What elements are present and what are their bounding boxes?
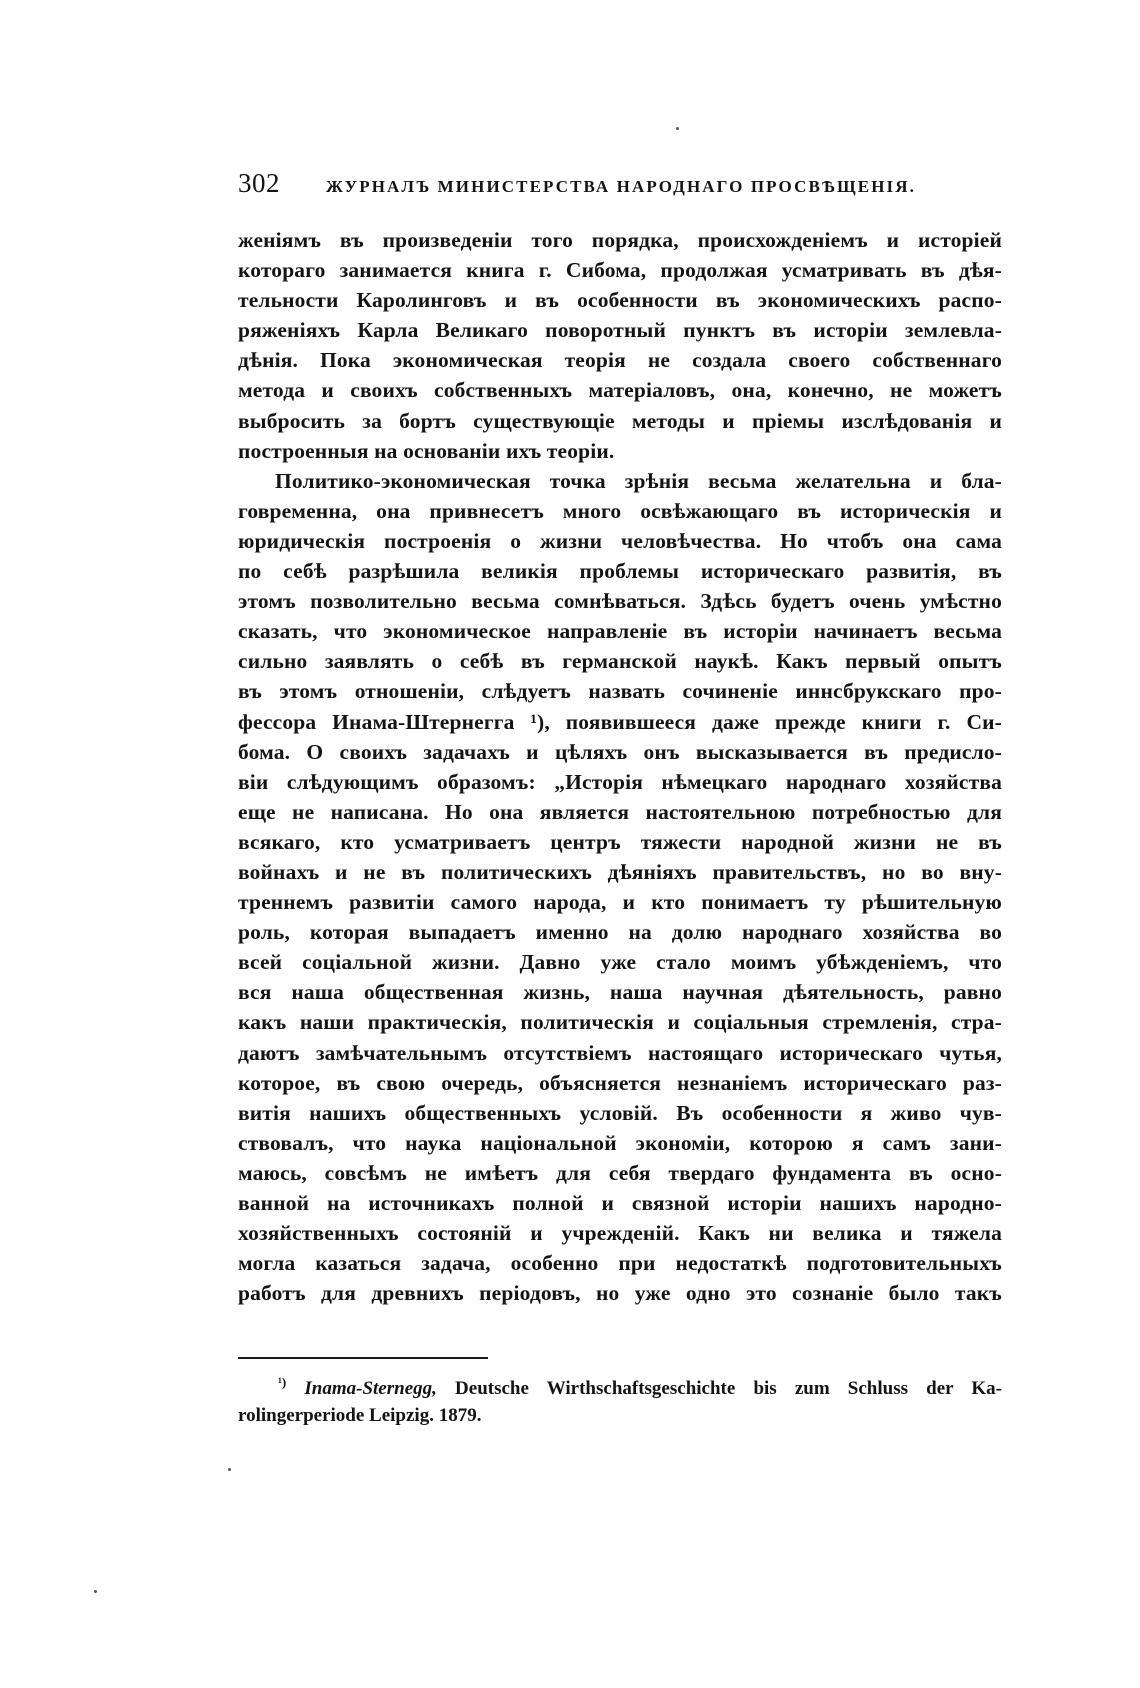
text-line: витія нашихъ общественныхъ условій. Въ особенности я живо чув- — [238, 1100, 1002, 1125]
journal-title: ЖУРНАЛЪ МИНИСТЕРСТВА НАРОДНАГО ПРОСВѢЩЕНІЯ. — [326, 177, 916, 196]
footnote-title: Deutsche Wirthschaftsgeschichte bis zum Schluss der Ka- — [455, 1378, 1003, 1399]
text-line: маюсь, совсѣмъ не имѣетъ для себя твердаго фундамента въ осно- — [238, 1160, 1002, 1185]
text-line: построенныя на основаніи ихъ теоріи. — [238, 438, 615, 463]
text-line: вся наша общественная жизнь, наша научная дѣятельность, равно — [238, 980, 1002, 1005]
text-line: сказать, что экономическое направленіе въ исторіи начинаетъ весьма — [238, 619, 1002, 644]
page-number: 302 — [238, 168, 280, 198]
text-line: всякаго, кто усматриваетъ центръ тяжести народной жизни не въ — [238, 829, 1002, 854]
paragraph-1 — [238, 225, 1002, 466]
scan-speck — [228, 1468, 231, 1471]
running-head — [238, 168, 1003, 208]
text-line: тельности Каролинговъ и въ особенности въ экономическихъ распо- — [238, 288, 1002, 313]
text-line: войнахъ и не въ политическихъ дѣяніяхъ правительствъ, но во вну- — [238, 859, 1002, 884]
text-line: Политико-экономическая точка зрѣнія весьма желательна и бла- — [275, 468, 1002, 493]
text-line: этомъ позволительно весьма сомнѣваться. Здѣсь будетъ очень умѣстно — [238, 589, 1002, 614]
text-line: ряженіяхъ Карла Великаго поворотный пунктъ въ исторіи землевла- — [238, 318, 1002, 343]
footnote-author: Inama-Sternegg, — [304, 1378, 437, 1399]
paragraph-2 — [238, 466, 1002, 1309]
text-line: ванной на источникахъ полной и связной исторіи нашихъ народно- — [238, 1191, 1002, 1215]
scan-speck — [94, 1590, 97, 1593]
text-line: треннемъ развитіи самого народа, и кто понимаетъ ту рѣшительную — [238, 890, 1002, 915]
text-line: юридическія построенія о жизни человѣчества. Но чтобъ она сама — [238, 528, 1002, 553]
text-line: могла казаться задача, особенно при недостаткѣ подготовительныхъ — [238, 1251, 1002, 1276]
footnote-marker: ¹) — [278, 1374, 287, 1390]
text-line: метода и своихъ собственныхъ матеріаловъ, она, конечно, не можетъ — [238, 378, 1002, 403]
text-line: женіямъ въ произведеніи того порядка, происхожденіемъ и исторіей — [238, 228, 1002, 252]
footnote-line — [238, 1375, 1002, 1402]
text-line: дѣнія. Пока экономическая теорія не создала своего собственнаго — [238, 348, 1002, 373]
text-line: по себѣ разрѣшила великія проблемы историческаго развитія, въ — [238, 559, 1002, 584]
text-line: бома. О своихъ задачахъ и цѣляхъ онъ высказывается въ предисло- — [238, 739, 1002, 764]
text-line: всей соціальной жизни. Давно уже стало моимъ убѣжденіемъ, что — [238, 950, 1002, 975]
text-line: котораго занимается книга г. Сибома, продолжая усматривать въ дѣя- — [238, 258, 1002, 283]
footnote-line: rolingerperiode Leipzig. 1879. — [238, 1405, 482, 1426]
text-line: даютъ замѣчательнымъ отсутствіемъ настоящаго историческаго чутья, — [238, 1040, 1002, 1065]
footnote — [238, 1375, 1002, 1429]
text-line: ствовалъ, что наука національной экономіи, которою я самъ зани- — [238, 1130, 1002, 1155]
text-line: какъ наши практическія, политическія и соціальныя стремленія, стра- — [238, 1010, 1002, 1035]
text-line: говременна, она привнесетъ много освѣжающаго въ историческія и — [238, 498, 1002, 523]
text-line: віи слѣдующимъ образомъ: „Исторія нѣмецкаго народнаго хозяйства — [238, 769, 1002, 794]
text-line: роль, которая выпадаетъ именно на долю народнаго хозяйства во — [238, 920, 1002, 945]
text-line: въ этомъ отношеніи, слѣдуетъ назвать сочиненіе иннсбрукскаго про- — [238, 679, 1002, 704]
text-line: фессора Инама-Штернегга ¹), появившееся даже прежде книги г. Си- — [238, 709, 1002, 734]
body-text — [238, 225, 1002, 1308]
text-line: сильно заявлять о себѣ въ германской наукѣ. Какъ первый опытъ — [238, 649, 1002, 674]
text-line: хозяйственныхъ состояній и учрежденій. Какъ ни велика и тяжела — [238, 1221, 1002, 1246]
scan-speck — [676, 127, 679, 130]
text-line: которое, въ свою очередь, объясняется незнаніемъ историческаго раз- — [238, 1070, 1002, 1095]
text-line: еще не написана. Но она является настоятельною потребностью для — [238, 799, 1002, 824]
text-line: выбросить за бортъ существующіе методы и пріемы изслѣдованія и — [238, 408, 1002, 433]
text-line: работъ для древнихъ періодовъ, но уже одно это сознаніе было такъ — [238, 1281, 1002, 1306]
footnote-divider — [238, 1357, 488, 1359]
